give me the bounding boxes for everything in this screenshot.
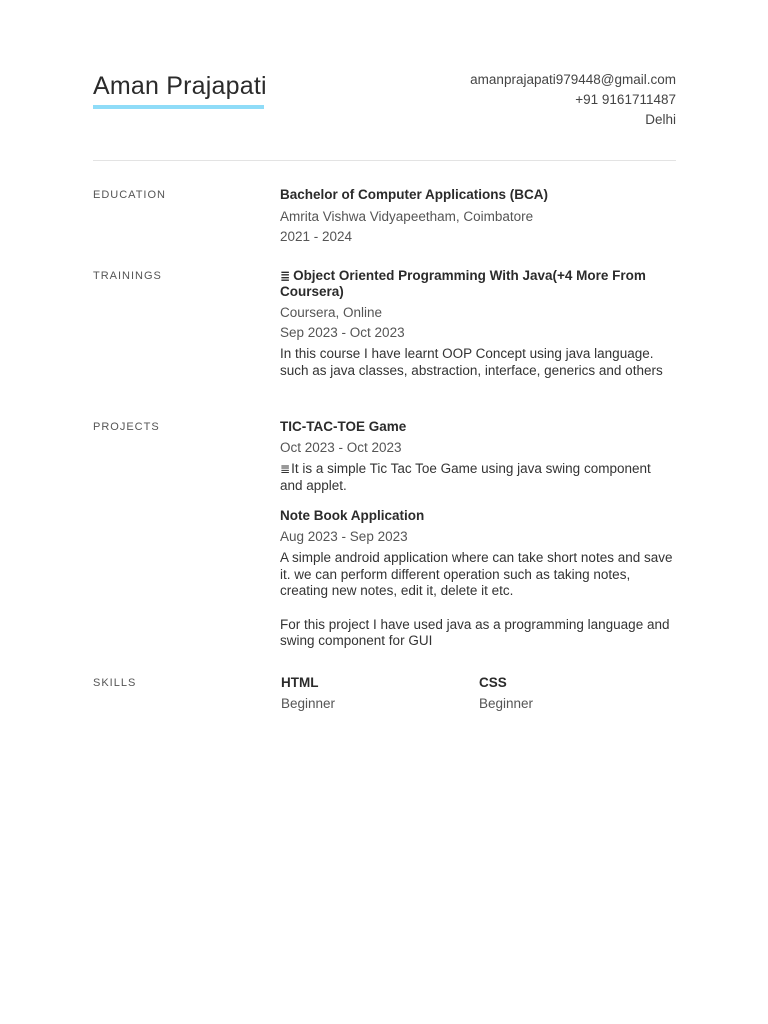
project-dates: Oct 2023 - Oct 2023 (280, 440, 402, 455)
training-entry (280, 268, 676, 379)
location: Delhi (645, 112, 676, 127)
email-link[interactable]: amanprajapati979448@gmail.com (470, 72, 676, 87)
project-title: TIC-TAC-TOE Game (280, 419, 407, 434)
training-dates: Sep 2023 - Oct 2023 (280, 325, 405, 340)
skill-name: HTML (281, 675, 319, 690)
project-description-extra: For this project I have used java as a programming language and swing component for GUI (280, 616, 670, 648)
list-icon: ≣ (280, 462, 291, 476)
resume-header (93, 0, 676, 161)
resume-page (93, 0, 676, 711)
school-name: Amrita Vishwa Vidyapeetham, Coimbatore (280, 209, 534, 224)
skill-level: Beginner (479, 696, 534, 711)
skill-level: Beginner (281, 696, 336, 711)
skill-item (281, 675, 479, 714)
skill-name: CSS (479, 675, 507, 690)
section-label-projects: PROJECTS (93, 421, 160, 433)
training-description: In this course I have learnt OOP Concept using java language. such as java classes, abstraction, interface, generics and others (280, 346, 663, 378)
contact-block (470, 70, 676, 130)
education-entry (280, 187, 676, 247)
section-label-trainings: TRAININGS (93, 270, 162, 282)
education-dates: 2021 - 2024 (280, 229, 353, 244)
projects-list (280, 419, 676, 650)
project-item (280, 419, 676, 494)
candidate-name: Aman Prajapati (93, 72, 267, 100)
skills-list (281, 675, 677, 714)
project-description-text: It is a simple Tic Tac Toe Game using java swing component and applet. (280, 461, 651, 493)
training-title-text: Object Oriented Programming With Java(+4 More From Coursera) (280, 268, 646, 299)
section-label-skills: SKILLS (93, 677, 137, 689)
project-item (280, 508, 676, 650)
phone-number: +91 9161711487 (575, 92, 676, 107)
degree-title: Bachelor of Computer Applications (BCA) (280, 187, 549, 202)
list-icon: ≣ (280, 269, 291, 283)
name-underline (93, 105, 264, 109)
project-dates: Aug 2023 - Sep 2023 (280, 529, 408, 544)
training-provider: Coursera, Online (280, 305, 383, 320)
training-title (280, 268, 676, 300)
project-title: Note Book Application (280, 508, 425, 523)
skill-item (479, 675, 677, 714)
section-label-education: EDUCATION (93, 189, 166, 201)
project-description: A simple android application where can take short notes and save it. we can perform different operation such as taking notes, creating new notes, edit it, delete it etc. (280, 550, 673, 598)
project-description (280, 461, 676, 494)
